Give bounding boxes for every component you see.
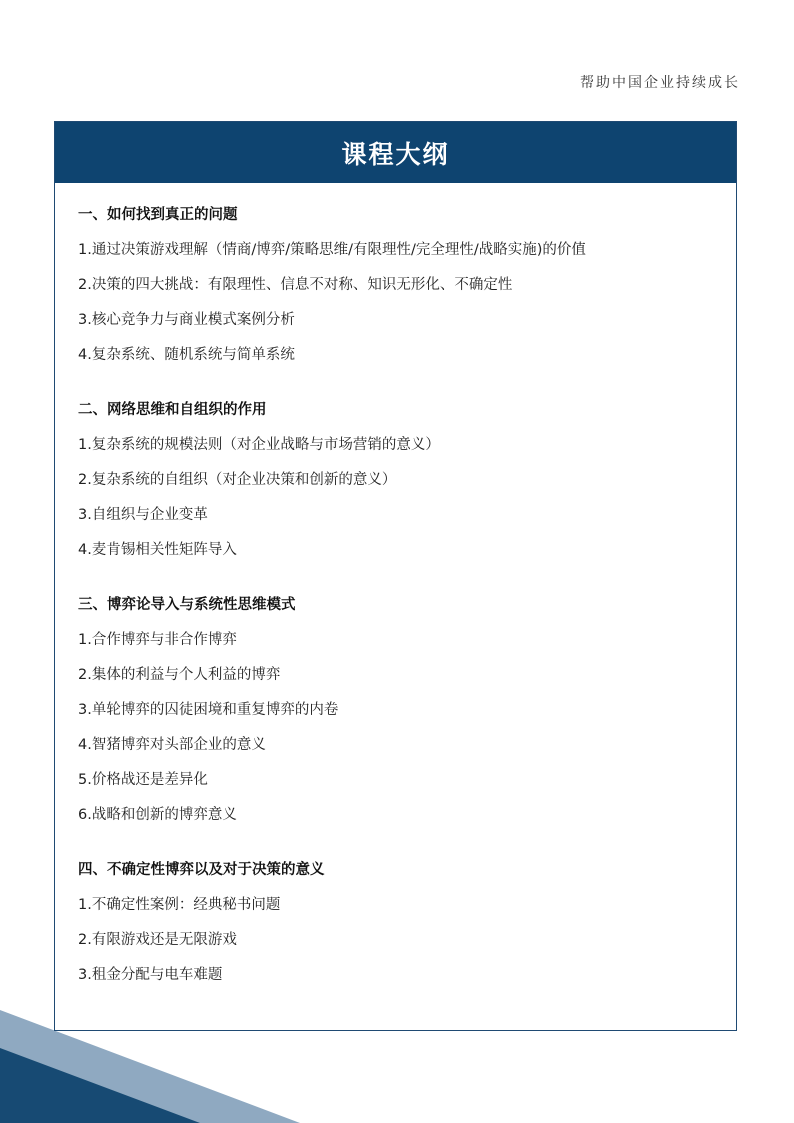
outline-item: 2.复杂系统的自组织（对企业决策和创新的意义） [78,472,397,488]
outline-item: 2.有限游戏还是无限游戏 [78,932,237,948]
course-outline-box [54,121,737,1031]
title-banner [55,122,736,183]
outline-item: 2.决策的四大挑战：有限理性、信息不对称、知识无形化、不确定性 [78,277,513,293]
outline-item: 1.通过决策游戏理解（情商/博弈/策略思维/有限理性/完全理性/战略实施)的价值 [78,242,586,258]
outline-content [55,183,736,986]
outline-item: 3.自组织与企业变革 [78,507,208,523]
outline-item: 1.不确定性案例：经典秘书问题 [78,897,281,913]
outline-item: 3.核心竞争力与商业模式案例分析 [78,312,295,328]
outline-item: 4.复杂系统、随机系统与简单系统 [78,347,295,363]
outline-section [78,860,736,986]
outline-item: 5.价格战还是差异化 [78,772,208,788]
section-heading: 一、如何找到真正的问题 [78,207,238,223]
section-heading: 二、网络思维和自组织的作用 [78,402,267,418]
tagline: 帮助中国企业持续成长 [580,75,740,91]
outline-item: 4.智猪博弈对头部企业的意义 [78,737,266,753]
page-title: 课程大纲 [341,139,450,169]
section-heading: 四、不确定性博弈以及对于决策的意义 [78,862,325,878]
outline-section [78,205,736,366]
section-heading: 三、博弈论导入与系统性思维模式 [78,597,296,613]
outline-section [78,595,736,826]
outline-item: 3.租金分配与电车难题 [78,967,223,983]
outline-section [78,400,736,561]
outline-item: 1.合作博弈与非合作博弈 [78,632,237,648]
outline-item: 1.复杂系统的规模法则（对企业战略与市场营销的意义） [78,437,440,453]
outline-item: 4.麦肯锡相关性矩阵导入 [78,542,237,558]
outline-item: 6.战略和创新的博弈意义 [78,807,237,823]
outline-item: 3.单轮博弈的囚徒困境和重复博弈的内卷 [78,702,339,718]
outline-item: 2.集体的利益与个人利益的博弈 [78,667,281,683]
